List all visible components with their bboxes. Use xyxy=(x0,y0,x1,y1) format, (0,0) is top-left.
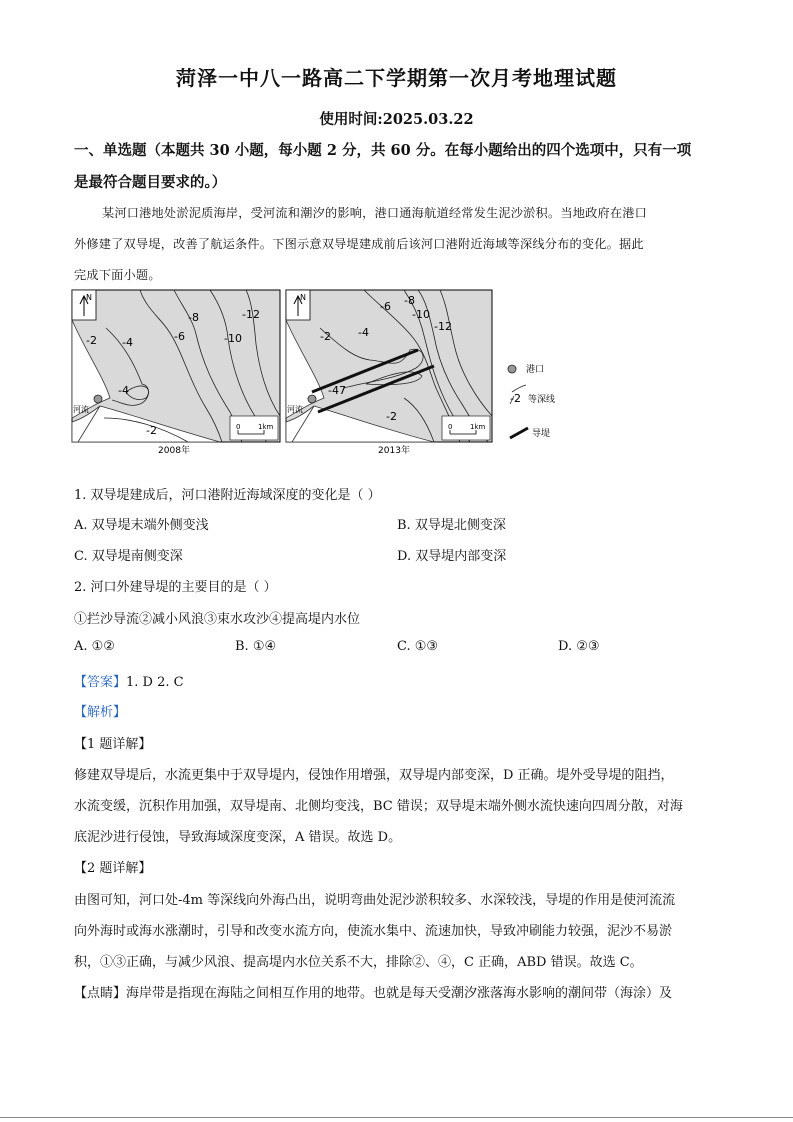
note-text: 海岸带是指现在海陆之间相互作用的地带。也就是每天受潮汐涨落海水影响的潮间带（海涂）及 xyxy=(126,986,673,1001)
page-bottom-rule xyxy=(0,1117,793,1118)
answer-label: 【答案】 xyxy=(74,675,127,690)
answer-line xyxy=(74,671,184,690)
question-1-option-b: B. 双导堤北侧变深 xyxy=(397,518,506,533)
svg-text:N: N xyxy=(86,293,92,302)
map-2013 xyxy=(286,290,492,442)
contour-map-figure xyxy=(70,288,570,458)
question-2-option-a: A. ①② xyxy=(74,639,115,654)
note-label: 【点睛】 xyxy=(74,986,127,1001)
contour-label: -6 xyxy=(380,300,391,313)
contour-label: -8 xyxy=(188,311,199,324)
question-1-option-c: C. 双导堤南侧变深 xyxy=(74,549,183,564)
exam-date: 使用时间:2025.03.22 xyxy=(319,111,474,128)
port-marker-left xyxy=(94,395,102,403)
contour-label: -2 xyxy=(146,424,157,437)
question-2-items: ①拦沙导流②减小风浪③束水攻沙④提高堤内水位 xyxy=(74,612,361,627)
caption-2008: 2008年 xyxy=(158,446,190,456)
detail-1-line1: 修建双导堤后，水流更集中于双导堤内，侵蚀作用增强，双导堤内部变深，D 正确。堤外受导堤的阻挡， xyxy=(74,768,674,783)
question-1-option-d: D. 双导堤内部变深 xyxy=(397,549,507,564)
detail-1-label: 【1 题详解】 xyxy=(74,737,152,752)
contour-label: -4 xyxy=(358,326,369,339)
svg-text:1km: 1km xyxy=(470,423,486,431)
detail-1-line3: 底泥沙进行侵蚀，导致海域深度变深，A 错误。故选 D。 xyxy=(74,830,402,845)
question-2-stem: 2. 河口外建导堤的主要目的是（ ） xyxy=(74,580,277,595)
contour-label: -12 xyxy=(242,308,260,321)
detail-1-line2: 水流变缓，沉积作用加强，双导堤南、北侧均变浅，BC 错误；双导堤末端外侧水流快速向四周分散，对海 xyxy=(74,799,683,814)
question-1-stem: 1. 双导堤建成后，河口港附近海域深度的变化是（ ） xyxy=(74,488,381,503)
caption-2013: 2013年 xyxy=(378,446,410,456)
page-title: 菏泽一中八一路高二下学期第一次月考地理试题 xyxy=(176,66,617,90)
contour-label: -2 xyxy=(320,330,331,343)
contour-label: -4 xyxy=(118,384,129,397)
contour-label: -10 xyxy=(224,332,242,345)
legend-jetty-icon xyxy=(510,428,528,438)
detail-2-label: 【2 题详解】 xyxy=(74,861,152,876)
contour-label: -2 xyxy=(86,334,97,347)
map-2008 xyxy=(72,290,280,442)
contour-label: -12 xyxy=(434,320,452,333)
detail-2-line3: 积，①③正确，与减少风浪、提高堤内水位关系不大，排除②、④，C 正确，ABD 错误。故选 C。 xyxy=(74,955,643,970)
section-heading-line2: 是最符合题目要求的。） xyxy=(74,174,227,191)
contour-label: -6 xyxy=(174,330,185,343)
contour-label: -2 xyxy=(386,410,397,423)
svg-text:N: N xyxy=(300,293,306,302)
detail-2-line2: 向外海时或海水涨潮时，引导和改变水流方向，使流水集中、流速加快，导致冲刷能力较强，泥沙不易淤 xyxy=(74,924,673,939)
question-2-option-c: C. ①③ xyxy=(397,639,439,654)
legend-contour: 等深线 xyxy=(528,395,556,405)
detail-2-line1: 由图可知，河口处-4m 等深线向外海凸出，说明弯曲处泥沙淤积较多、水深较浅，导堤的作用是使河流流 xyxy=(74,893,676,908)
question-2-option-b: B. ①④ xyxy=(235,639,277,654)
answer-text: 1. D 2. C xyxy=(126,675,184,690)
intro-line2: 外修建了双导堤，改善了航运条件。下图示意双导堤建成前后该河口港附近海域等深线分布的变化。据此 xyxy=(74,237,644,251)
river-label: 河流 xyxy=(287,405,303,414)
svg-text:0: 0 xyxy=(448,423,453,431)
legend-port-icon xyxy=(508,365,516,373)
port-marker-right xyxy=(308,395,316,403)
svg-text:1km: 1km xyxy=(258,423,274,431)
contour-label: -8 xyxy=(404,294,415,307)
contour-label: -47 xyxy=(328,384,346,397)
question-1-option-a: A. 双导堤末端外侧变浅 xyxy=(74,518,209,533)
contour-label: -4 xyxy=(122,336,133,349)
legend xyxy=(508,363,555,439)
legend-jetty: 导堤 xyxy=(532,429,551,439)
intro-line3: 完成下面小题。 xyxy=(74,268,161,282)
svg-text:0: 0 xyxy=(236,423,241,431)
note-line xyxy=(74,982,672,1001)
intro-line1: 某河口港地处淤泥质海岸，受河流和潮汐的影响，港口通海航道经常发生泥沙淤积。当地政府在港口 xyxy=(102,206,648,220)
section-heading-line1: 一、单选题（本题共 30 小题，每小题 2 分，共 60 分。在每小题给出的四个选项中，只有一项 xyxy=(74,142,692,159)
question-2-option-d: D. ②③ xyxy=(558,639,600,654)
river-label: 河流 xyxy=(73,405,89,414)
analysis-label: 【解析】 xyxy=(74,705,127,720)
legend-contour-value: -2 xyxy=(510,392,521,405)
legend-port: 港口 xyxy=(526,365,545,375)
contour-label: -10 xyxy=(412,308,430,321)
